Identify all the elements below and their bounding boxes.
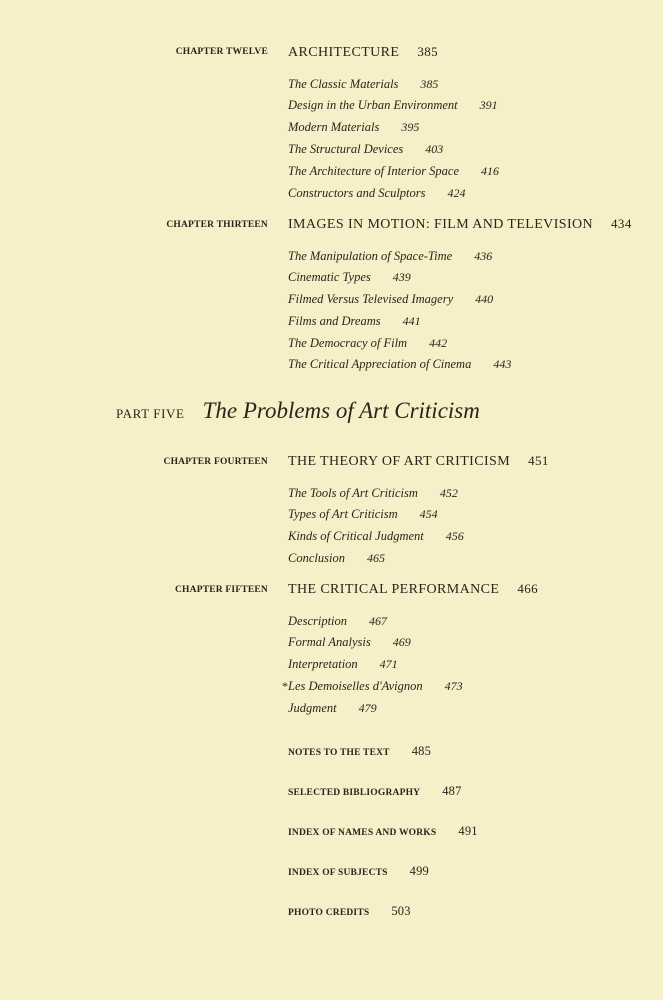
section-page: 456 — [445, 529, 464, 543]
section-entry — [288, 614, 387, 629]
back-matter-entry — [288, 824, 478, 839]
section-title: Interpretation — [288, 657, 358, 671]
section-title: The Critical Appreciation of Cinema — [288, 357, 472, 371]
section-title: Judgment — [288, 701, 337, 715]
back-matter-page: 499 — [409, 864, 430, 878]
section-page: 454 — [419, 507, 438, 521]
section-entry — [288, 77, 438, 92]
section-page: 465 — [366, 551, 385, 565]
section-page: 403 — [425, 142, 444, 156]
section-page: 436 — [474, 249, 493, 263]
section-page: 391 — [479, 98, 498, 112]
chapter-title-text: IMAGES IN MOTION: FILM AND TELEVISION — [288, 217, 594, 232]
section-page: 440 — [475, 292, 494, 306]
section-title: Kinds of Critical Judgment — [288, 529, 424, 543]
section-entry — [288, 292, 493, 307]
section-page: 441 — [402, 314, 421, 328]
section-title: The Tools of Art Criticism — [288, 486, 418, 500]
section-page: 473 — [444, 679, 463, 693]
section-entry — [288, 336, 447, 351]
section-entry — [288, 701, 377, 716]
back-matter-entry — [288, 904, 411, 919]
section-title: Design in the Urban Environment — [288, 98, 458, 112]
section-page: 385 — [420, 77, 439, 91]
section-title: Modern Materials — [288, 120, 380, 134]
section-page: 424 — [447, 186, 466, 200]
back-matter-page: 491 — [458, 824, 478, 838]
part-label: PART FIVE — [116, 406, 185, 421]
section-entry — [288, 679, 463, 694]
chapter-title — [288, 44, 438, 61]
section-entry — [288, 551, 385, 566]
section-title: Types of Art Criticism — [288, 507, 398, 521]
part-title: The Problems of Art Criticism — [202, 398, 480, 423]
chapter-label: CHAPTER TWELVE — [175, 47, 268, 57]
section-page: 467 — [369, 614, 388, 628]
chapter-title-text: ARCHITECTURE — [288, 45, 400, 60]
section-title: Formal Analysis — [288, 635, 371, 649]
section-title: Constructors and Sculptors — [288, 186, 426, 200]
chapter-title — [288, 453, 549, 470]
chapter-page: 466 — [517, 581, 539, 596]
chapter-title — [288, 216, 632, 233]
section-title: The Manipulation of Space-Time — [288, 249, 453, 263]
back-matter-entry — [288, 744, 431, 759]
section-page: 469 — [392, 635, 411, 649]
section-title: Films and Dreams — [288, 314, 381, 328]
section-title: The Architecture of Interior Space — [288, 164, 460, 178]
section-page: 442 — [429, 336, 448, 350]
section-page: 439 — [392, 270, 411, 284]
back-matter-page: 487 — [442, 784, 462, 798]
section-entry — [288, 657, 398, 672]
back-matter-title: NOTES TO THE TEXT — [288, 748, 390, 758]
section-entry — [288, 635, 411, 650]
section-entry — [288, 486, 458, 501]
section-page: 416 — [481, 164, 500, 178]
section-entry — [288, 249, 492, 264]
section-page: 395 — [401, 120, 420, 134]
part-heading — [116, 398, 480, 424]
section-page: 452 — [439, 486, 458, 500]
chapter-page: 451 — [528, 453, 549, 468]
section-entry — [288, 357, 511, 372]
asterisk-mark: * — [282, 679, 288, 693]
section-title: Description — [288, 614, 348, 628]
section-page: 479 — [358, 701, 377, 715]
section-page: 471 — [379, 657, 398, 671]
section-title: Les Demoiselles d'Avignon — [288, 679, 423, 693]
back-matter-title: INDEX OF SUBJECTS — [288, 868, 388, 878]
section-title: The Classic Materials — [288, 77, 399, 91]
chapter-page: 385 — [417, 44, 439, 59]
section-entry — [288, 314, 421, 329]
section-page: 443 — [493, 357, 512, 371]
chapter-label: CHAPTER FIFTEEN — [175, 585, 268, 595]
back-matter-page: 485 — [411, 744, 432, 758]
back-matter-title: PHOTO CREDITS — [288, 908, 370, 918]
section-title: Conclusion — [288, 551, 345, 565]
back-matter-title: SELECTED BIBLIOGRAPHY — [288, 788, 421, 798]
section-entry — [288, 507, 438, 522]
chapter-page: 434 — [611, 216, 632, 231]
chapter-title-text: THE CRITICAL PERFORMANCE — [288, 582, 500, 597]
section-title: The Democracy of Film — [288, 336, 408, 350]
section-entry — [288, 164, 499, 179]
section-entry — [288, 186, 466, 201]
chapter-title-text: THE THEORY OF ART CRITICISM — [288, 454, 511, 469]
section-entry — [288, 529, 464, 544]
section-title: The Structural Devices — [288, 142, 404, 156]
back-matter-entry — [288, 864, 429, 879]
section-entry — [288, 270, 411, 285]
chapter-label: CHAPTER THIRTEEN — [166, 220, 268, 230]
section-entry — [288, 98, 498, 113]
back-matter-title: INDEX OF NAMES AND WORKS — [288, 828, 437, 838]
section-entry — [288, 120, 419, 135]
chapter-title — [288, 581, 538, 598]
section-entry — [288, 142, 443, 157]
chapter-label: CHAPTER FOURTEEN — [163, 457, 268, 467]
section-title: Cinematic Types — [288, 270, 371, 284]
section-title: Filmed Versus Televised Imagery — [288, 292, 454, 306]
back-matter-entry — [288, 784, 462, 799]
back-matter-page: 503 — [391, 904, 411, 918]
